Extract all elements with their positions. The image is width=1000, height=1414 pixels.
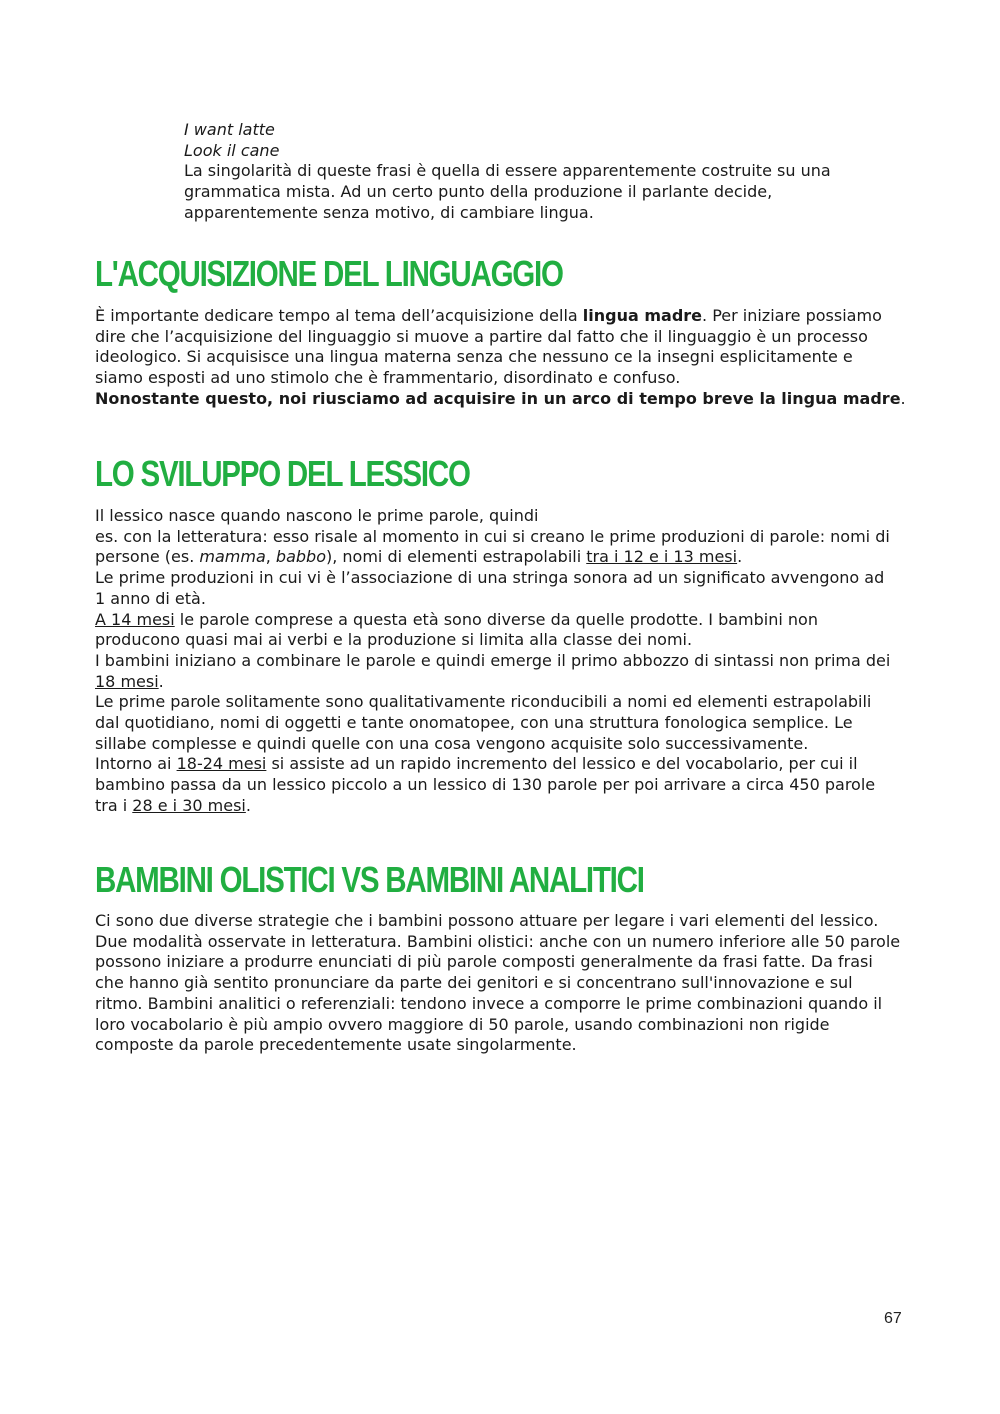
text-run: tra i (95, 795, 133, 815)
text-run: . (158, 671, 164, 691)
text-line: apparentemente senza motivo, di cambiare lingua. (184, 202, 594, 222)
text-run: le parole comprese a questa età sono diverse da quelle prodotte. I bambini non (174, 609, 818, 629)
text-line: 1 anno di età. (95, 588, 206, 608)
bold-term: lingua madre (582, 306, 703, 325)
text-line: Due modalità osservate in letteratura. Bambini olistici: anche con un numero inferiore alle 50 parole (95, 931, 901, 951)
text-line (95, 672, 915, 693)
bold-sentence: Nonostante questo, noi riusciamo ad acquisire in un arco di tempo breve la lingua madre (95, 388, 901, 408)
text-line: Le prime produzioni in cui vi è l’associazione di una stringa sonora ad un significato avvengono ad (95, 568, 885, 588)
section-heading-olistici-analitici: BAMBINI OLISTICI VS BAMBINI ANALITICI (95, 859, 644, 900)
text-run: . Per iniziare possiamo (702, 306, 882, 325)
text-run: È importante dedicare tempo al tema dell’acquisizione della (95, 306, 583, 325)
text-line: es. con la letteratura: esso risale al momento in cui si creano le prime produzioni di parole: nomi di (95, 526, 890, 546)
text-run: . (900, 388, 906, 408)
italic-term: babbo (275, 547, 326, 567)
section-body-lessico (95, 506, 915, 817)
page-number: 67 (884, 1310, 902, 1327)
text-run: . (737, 547, 743, 567)
text-line: loro vocabolario è più ampio ovvero maggiore di 50 parole, usando combinazioni non rigide (95, 1014, 830, 1034)
section-heading-lessico: LO SVILUPPO DEL LESSICO (95, 453, 470, 494)
text-line (95, 547, 915, 568)
text-line: che hanno già sentito pronunciare da parte dei genitori e si concentrano sull'innovazione e sul (95, 973, 853, 993)
underlined-term: tra i 12 e i 13 mesi (586, 547, 738, 567)
text-line: La singolarità di queste frasi è quella di essere apparentemente costruite su una (184, 161, 831, 181)
underlined-term: 18 mesi (95, 671, 159, 691)
text-line (95, 796, 915, 817)
text-run: persone (es. (95, 547, 200, 567)
example-text: Look il cane (184, 140, 280, 160)
underlined-term: 28 e i 30 mesi (132, 795, 246, 815)
section-heading-acquisizione: L'ACQUISIZIONE DEL LINGUAGGIO (95, 253, 563, 294)
example-sentence (184, 120, 904, 141)
text-line: ideologico. Si acquisisce una lingua materna senza che nessuno ce la insegni esplicitamente e (95, 347, 853, 367)
intro-paragraph (184, 120, 904, 224)
example-sentence (184, 141, 904, 162)
text-line: sillabe complesse e quindi quelle con una cosa vengono acquisite solo successivamente. (95, 733, 809, 753)
text-line (95, 754, 915, 775)
text-line: siamo esposti ad uno stimolo che è frammentario, disordinato e confuso. (95, 368, 681, 388)
section-body-acquisizione (95, 306, 915, 410)
text-run: si assiste ad un rapido incremento del lessico e del vocabolario, per cui il (266, 754, 858, 774)
text-line: Ci sono due diverse strategie che i bambini possono attuare per legare i vari elementi del lessico. (95, 911, 879, 930)
text-line: dire che l’acquisizione del linguaggio si muove a partire dal fatto che il linguaggio è un processo (95, 326, 868, 346)
text-run: ), nomi di elementi estrapolabili (325, 547, 587, 567)
text-line (95, 610, 915, 631)
text-run: . (245, 795, 251, 815)
section-body-olistici-analitici (95, 911, 915, 1056)
text-line: bambino passa da un lessico piccolo a un lessico di 130 parole per poi arrivare a circa 450 parole (95, 775, 876, 795)
underlined-term: A 14 mesi (95, 609, 175, 629)
text-run: Intorno ai (95, 754, 177, 774)
text-line: composte da parole precedentemente usate singolarmente. (95, 1035, 577, 1055)
text-line: producono quasi mai ai verbi e la produzione si limita alla classe dei nomi. (95, 630, 693, 650)
text-line: possono iniziare a produrre enunciati di più parole composti generalmente da frasi fatte. Da frasi (95, 952, 873, 972)
text-line: Il lessico nasce quando nascono le prime parole, quindi (95, 506, 539, 525)
underlined-term: 18-24 mesi (176, 754, 267, 774)
text-line: dal quotidiano, nomi di oggetti e tante onomatopee, con una struttura fonologica semplice. Le (95, 713, 853, 733)
text-line: Le prime parole solitamente sono qualitativamente riconducibili a nomi ed elementi estrapolabili (95, 692, 872, 712)
text-line (95, 306, 915, 327)
text-run: , (265, 547, 276, 567)
text-line (95, 389, 915, 410)
example-text: I want latte (184, 120, 275, 139)
text-line: grammatica mista. Ad un certo punto della produzione il parlante decide, (184, 182, 773, 202)
text-line: ritmo. Bambini analitici o referenziali: tendono invece a comporre le prime combinazioni quando il (95, 993, 883, 1013)
italic-term: mamma (199, 547, 266, 567)
text-line: I bambini iniziano a combinare le parole e quindi emerge il primo abbozzo di sintassi non prima dei (95, 650, 891, 670)
